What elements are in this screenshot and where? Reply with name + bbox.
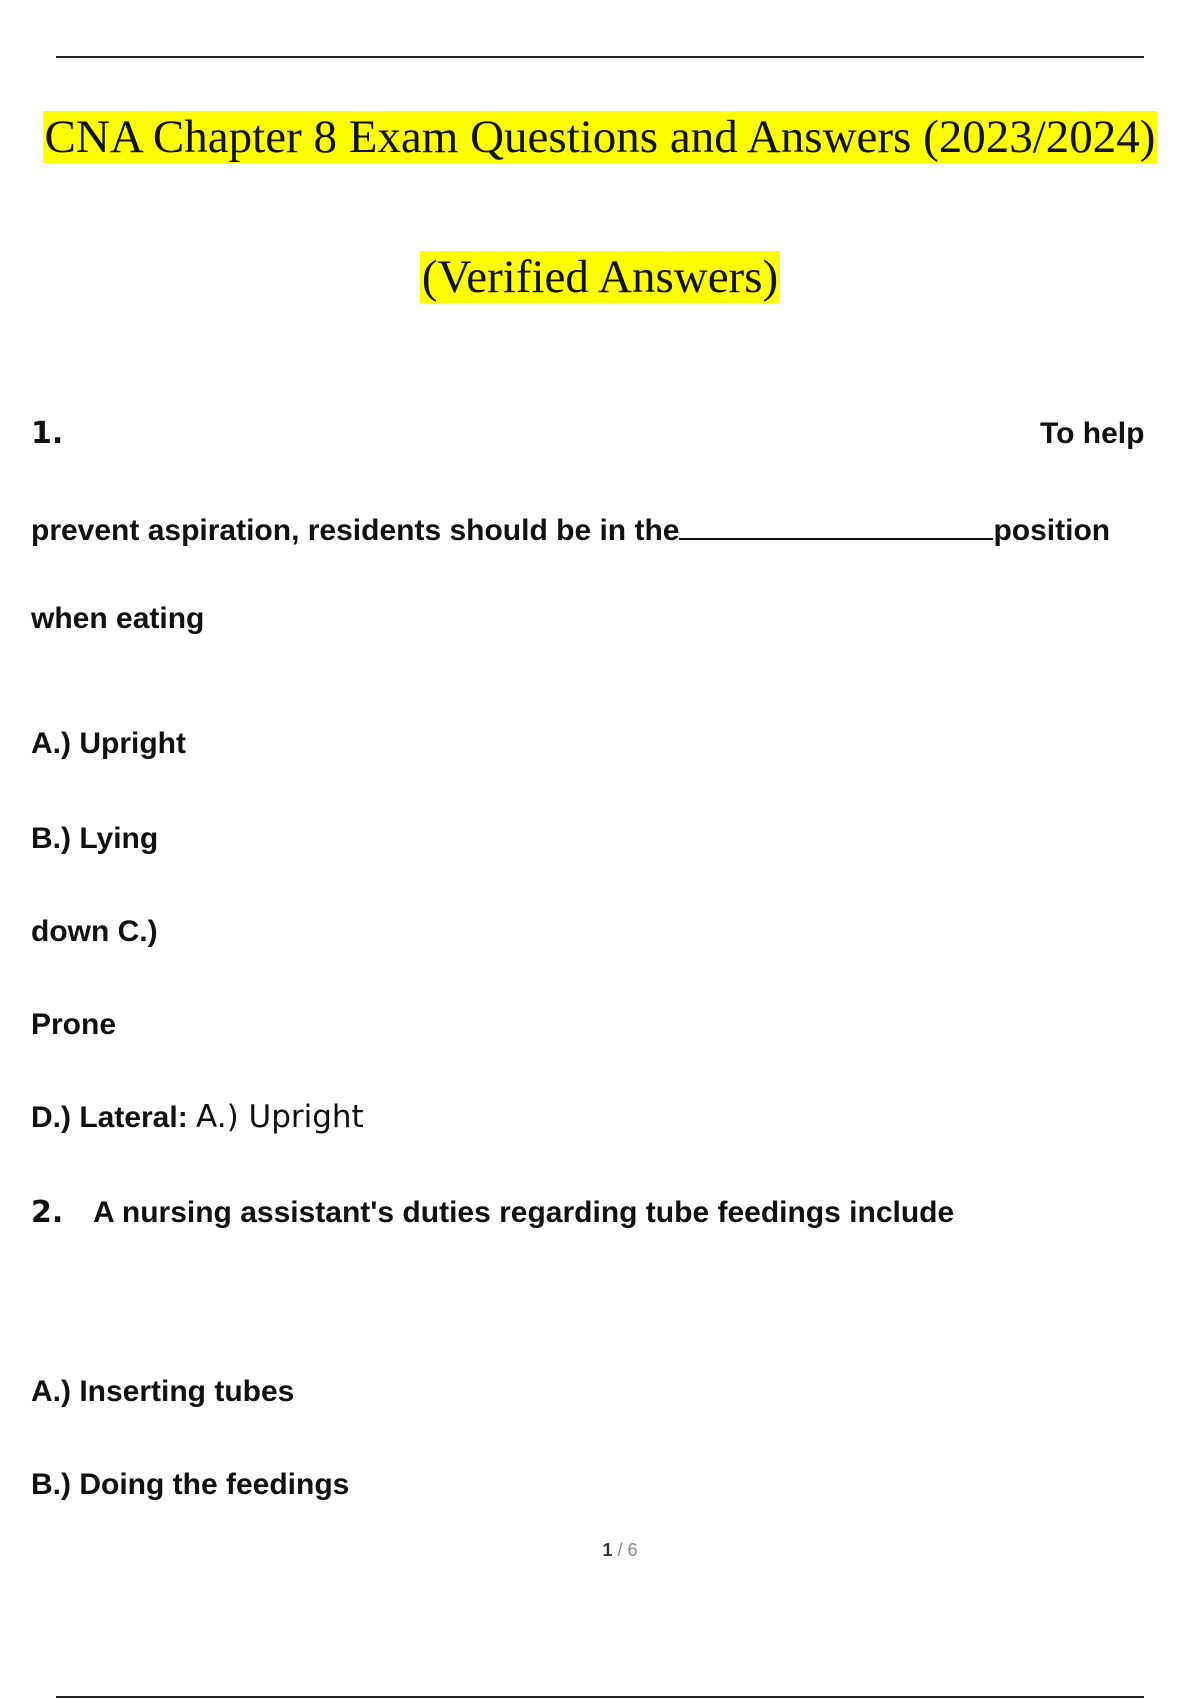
question-2-option-b: B.) Doing the feedings: [31, 1468, 350, 1501]
question-2-number: 2.: [31, 1195, 64, 1230]
question-1-text-mid: prevent aspiration, residents should be in the: [31, 514, 680, 547]
footer-rule: [56, 1696, 1144, 1698]
question-2-option-a: A.) Inserting tubes: [31, 1375, 295, 1408]
question-1-text-end: when eating: [31, 602, 205, 635]
header-rule: [56, 56, 1144, 58]
question-1-option-a: A.) Upright: [31, 727, 186, 760]
question-1-option-d: [31, 1099, 364, 1136]
question-1-option-b-cont: down C.): [31, 915, 158, 948]
page-separator: /: [617, 1540, 623, 1560]
question-2-text: A nursing assistant's duties regarding tube feedings include: [93, 1196, 955, 1229]
question-1-option-c: Prone: [31, 1008, 117, 1041]
question-1-text-head: To help: [1040, 417, 1145, 450]
answer-blank: [679, 508, 993, 540]
question-1-text: [31, 508, 1110, 549]
question-1-number: 1.: [31, 416, 64, 451]
question-1-option-d-label: D.) Lateral:: [31, 1101, 188, 1134]
question-1-option-b: B.) Lying: [31, 822, 159, 855]
page-current: 1: [602, 1540, 613, 1560]
document-subtitle: [0, 248, 1200, 306]
document-title: [0, 108, 1200, 166]
page-indicator: [0, 1540, 1200, 1561]
question-1-answer: A.) Upright: [196, 1099, 364, 1135]
page-total: 6: [627, 1540, 638, 1560]
document-title-line2: (Verified Answers): [421, 251, 779, 303]
question-1-text-tail: position: [993, 514, 1111, 547]
document-title-line1: CNA Chapter 8 Exam Questions and Answers (2023/2024): [44, 111, 1156, 163]
